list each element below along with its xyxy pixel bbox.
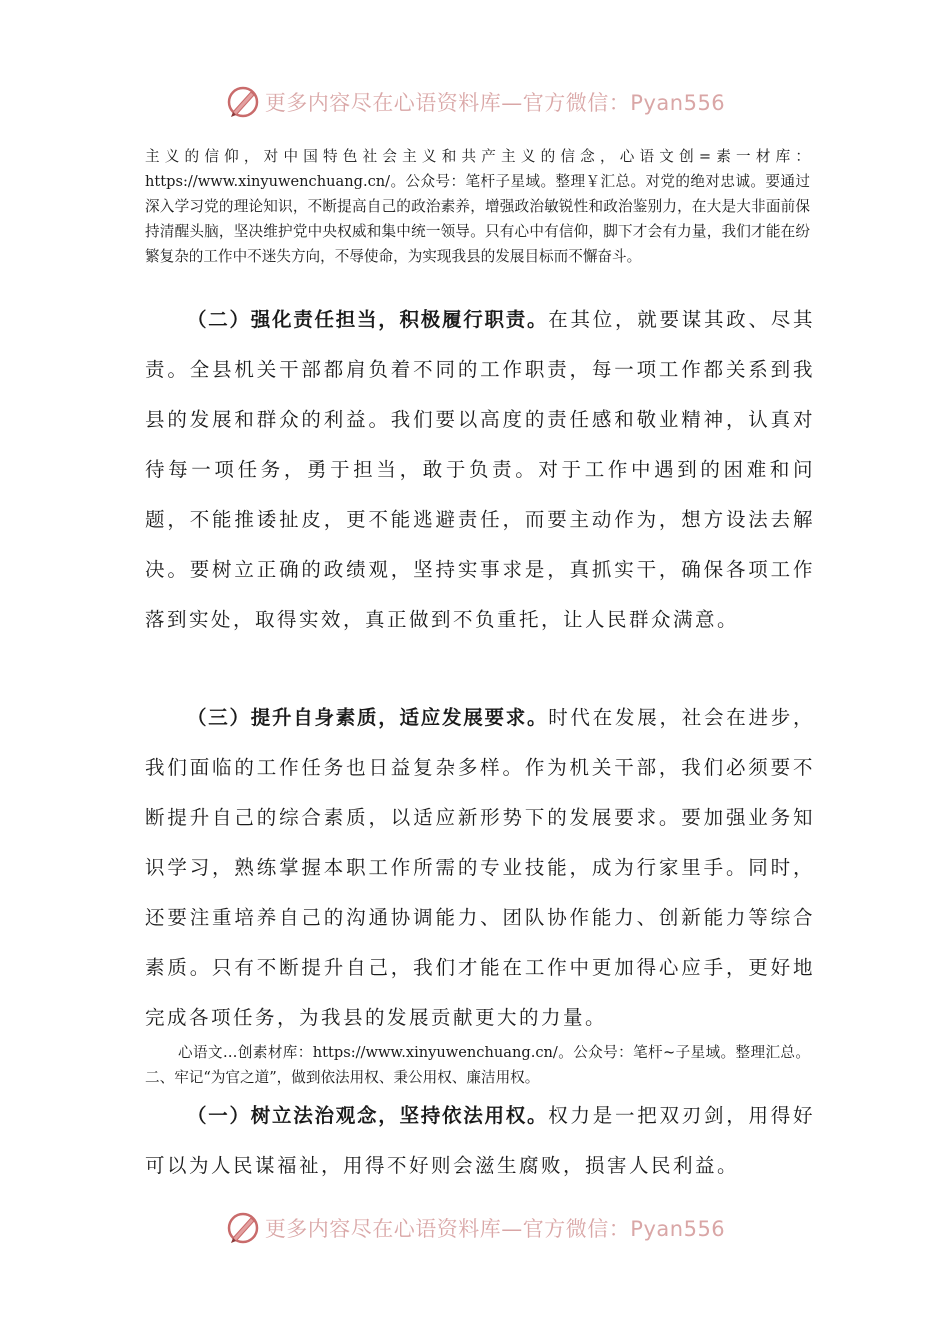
watermark-text: 更多内容尽在心语资料库—官方微信：Pyan556 — [264, 1217, 726, 1241]
section-body: 时代在发展，社会在进步，我们面临的工作任务也日益复杂多样。作为机关干部，我们必须要不断提升自己的综合素质，以适应新形势下的发展要求。要加强业务知识学习，熟练掌握本职工作所需的专业技能，成为行家里手。同时，还要注重培养自己的沟通协调能力、团队协作能力、创新能力等综合素质。只有不断提升自己，我们才能在工作中更加得心应手，更好地完成各项任务，为我县的发展贡献更大的力量。 — [145, 706, 815, 1029]
section-body: 在其位，就要谋其政、尽其责。全县机关干部都肩负着不同的工作职责，每一项工作都关系到我县的发展和群众的利益。我们要以高度的责任感和敬业精神，认真对待每一项任务，勇于担当，敢于负责。对于工作中遇到的困难和问题，不能推诿扯皮，更不能逃避责任，而要主动作为，想方设法去解决。要树立正确的政绩观，坚持实事求是，真抓实干，确保各项工作落到实处，取得实效，真正做到不负重托，让人民群众满意。 — [145, 308, 815, 631]
watermark-text: 更多内容尽在心语资料库—官方微信：Pyan556 — [264, 91, 726, 115]
section-body: 权力是一把双刃剑，用得好可以为人民谋福祉，用得不好则会滋生腐败，损害人民利益。 — [145, 1104, 815, 1177]
section-heading: （三）提升自身素质，适应发展要求。 — [187, 706, 549, 729]
intro-paragraph: 主义的信仰，对中国特色社会主义和共产主义的信念，心语文创=素一材库：https://www.xinyuwenchuang.cn/。公众号：笔杆子星域。整理￥汇总。对党的绝对忠诚。要通过深入学习党的理论知识，不断提高自己的政治素养，增强政治敏锐性和政治鉴别力，在大是大非面前保持清醒头脑，坚决维护党中央权威和集中统一领导。只有心中有信仰，脚下才会有力量，我们才能在纷繁复杂的工作中不迷失方向，不辱使命，为实现我县的发展目标而不懈奋斗。 — [145, 148, 810, 265]
watermark-banner-bottom — [0, 1208, 950, 1248]
section-paragraph — [145, 1091, 815, 1191]
watermark-banner-top — [0, 82, 950, 122]
section-heading: （一）树立法治观念，坚持依法用权。 — [187, 1104, 549, 1127]
pen-logo-icon — [225, 1210, 261, 1246]
source-note-paragraph: 心语文…创素材库：https://www.xinyuwenchuang.cn/。公众号：笔杆~子星域。整理汇总。二、牢记“为官之道”，做到依法用权、秉公用权、廉洁用权。 — [145, 1044, 810, 1086]
section-paragraph — [145, 295, 815, 645]
section-heading: （二）强化责任担当，积极履行职责。 — [187, 308, 549, 331]
section-paragraph — [145, 693, 815, 1043]
pen-logo-icon — [225, 84, 261, 120]
